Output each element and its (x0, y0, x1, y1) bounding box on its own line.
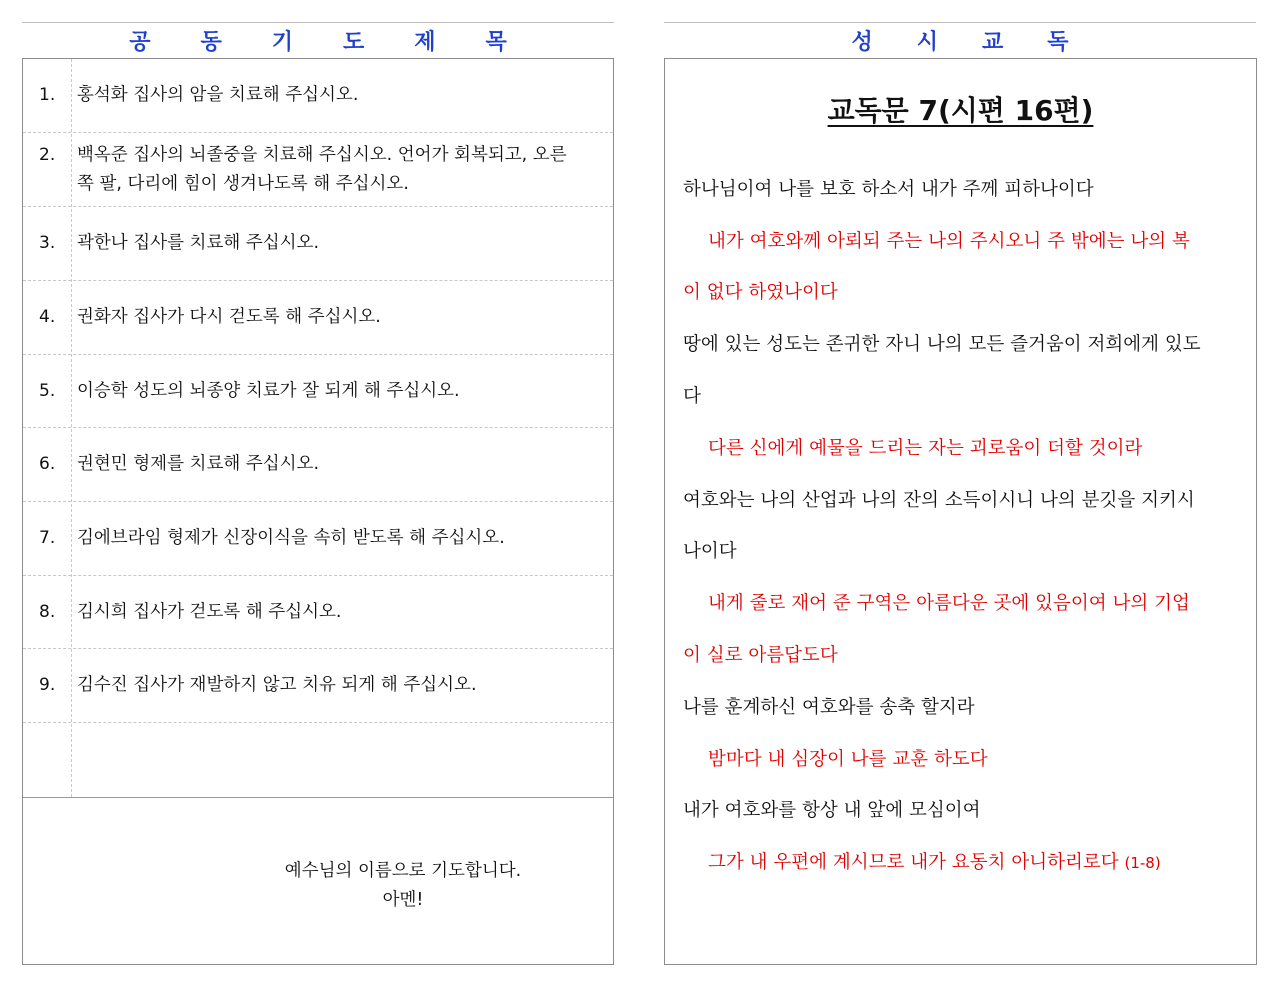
prayer-text: 김에브라임 형제가 신장이식을 속히 받도록 해 주십시오. (77, 528, 505, 548)
prayer-list-box (22, 58, 614, 965)
prayer-item (23, 428, 613, 502)
title-char: 독 (1047, 30, 1069, 55)
congregation-line: 다른 신에게 예물을 드리는 자는 괴로움이 더할 것이라 (708, 438, 1143, 459)
prayer-text: 김수진 집사가 재발하지 않고 치유 되게 해 주십시오. (77, 675, 477, 695)
prayer-item-empty (23, 723, 613, 797)
leader-line: 내가 여호와를 항상 내 앞에 모심이여 (683, 800, 981, 821)
prayer-item (23, 649, 613, 723)
prayer-text: 이승학 성도의 뇌종양 치료가 잘 되게 해 주십시오. (77, 381, 460, 401)
title-char: 성 (851, 30, 873, 55)
prayer-topics-title (22, 25, 614, 56)
congregation-line: 내가 여호와께 아뢰되 주는 나의 주시오니 주 밖에는 나의 복 (708, 231, 1190, 252)
leader-line: 여호와는 나의 산업과 나의 잔의 소득이시니 나의 분깃을 지키시 (683, 490, 1195, 511)
prayer-item (23, 355, 613, 428)
prayer-item (23, 133, 613, 207)
prayer-number: 5. (39, 381, 56, 401)
title-char: 제 (414, 30, 436, 55)
prayer-item (23, 207, 613, 281)
closing-divider (23, 797, 613, 798)
prayer-text: 김시희 집사가 걷도록 해 주십시오. (77, 602, 342, 622)
title-char: 동 (200, 30, 222, 55)
title-char: 공 (129, 30, 151, 55)
congregation-line: 이 실로 아름답도다 (683, 645, 838, 666)
prayer-number: 2. (39, 145, 56, 165)
responsive-reading-title (664, 25, 1256, 56)
title-char: 기 (271, 30, 293, 55)
congregation-line: 밤마다 내 심장이 나를 교훈 하도다 (708, 749, 988, 770)
title-char: 교 (982, 30, 1004, 55)
verse-reference: (1-8) (1124, 854, 1161, 872)
prayer-text: 곽한나 집사를 치료해 주십시오. (77, 233, 320, 253)
verse-text: 그가 내 우편에 계시므로 내가 요동치 아니하리로다 (708, 852, 1119, 873)
prayer-number: 6. (39, 454, 56, 474)
title-char: 목 (485, 30, 507, 55)
title-char: 도 (343, 30, 365, 55)
leader-line: 나이다 (683, 541, 737, 562)
congregation-line: 내게 줄로 재어 준 구역은 아름다운 곳에 있음이여 나의 기업 (708, 593, 1190, 614)
prayer-topics-header (22, 22, 614, 53)
congregation-line (708, 848, 1161, 874)
prayer-text: 권현민 형제를 치료해 주십시오. (77, 454, 320, 474)
title-char: 시 (916, 30, 938, 55)
amen-line: 아멘! (382, 890, 424, 910)
responsive-reading-header (664, 22, 1256, 53)
leader-line: 다 (683, 386, 701, 407)
prayer-number: 8. (39, 602, 56, 622)
prayer-item (23, 59, 613, 133)
responsive-reading-box (664, 58, 1257, 965)
prayer-number: 1. (39, 85, 56, 105)
prayer-number: 3. (39, 233, 56, 253)
prayer-text: 백옥준 집사의 뇌졸중을 치료해 주십시오. 언어가 회복되고, 오른쪽 팔, 다리에 힘이 생겨나도록 해 주십시오. (77, 145, 567, 194)
prayer-item (23, 281, 613, 355)
closing-prayer (223, 857, 583, 915)
prayer-text: 홍석화 집사의 암을 치료해 주십시오. (77, 85, 359, 105)
prayer-number: 9. (39, 675, 56, 695)
congregation-line: 이 없다 하였나이다 (683, 282, 838, 303)
leader-line: 땅에 있는 성도는 존귀한 자니 나의 모든 즐거움이 저희에게 있도 (683, 334, 1201, 355)
prayer-item (23, 502, 613, 576)
prayer-number: 4. (39, 307, 56, 327)
prayer-item (23, 576, 613, 649)
leader-line: 나를 훈계하신 여호와를 송축 할지라 (683, 697, 975, 718)
reading-title: 교독문 7(시편 16편) (827, 94, 1094, 127)
prayer-text: 권화자 집사가 다시 걷도록 해 주십시오. (77, 307, 381, 327)
prayer-number: 7. (39, 528, 56, 548)
closing-line: 예수님의 이름으로 기도합니다. (284, 861, 522, 881)
leader-line: 하나님이여 나를 보호 하소서 내가 주께 피하나이다 (683, 179, 1094, 200)
